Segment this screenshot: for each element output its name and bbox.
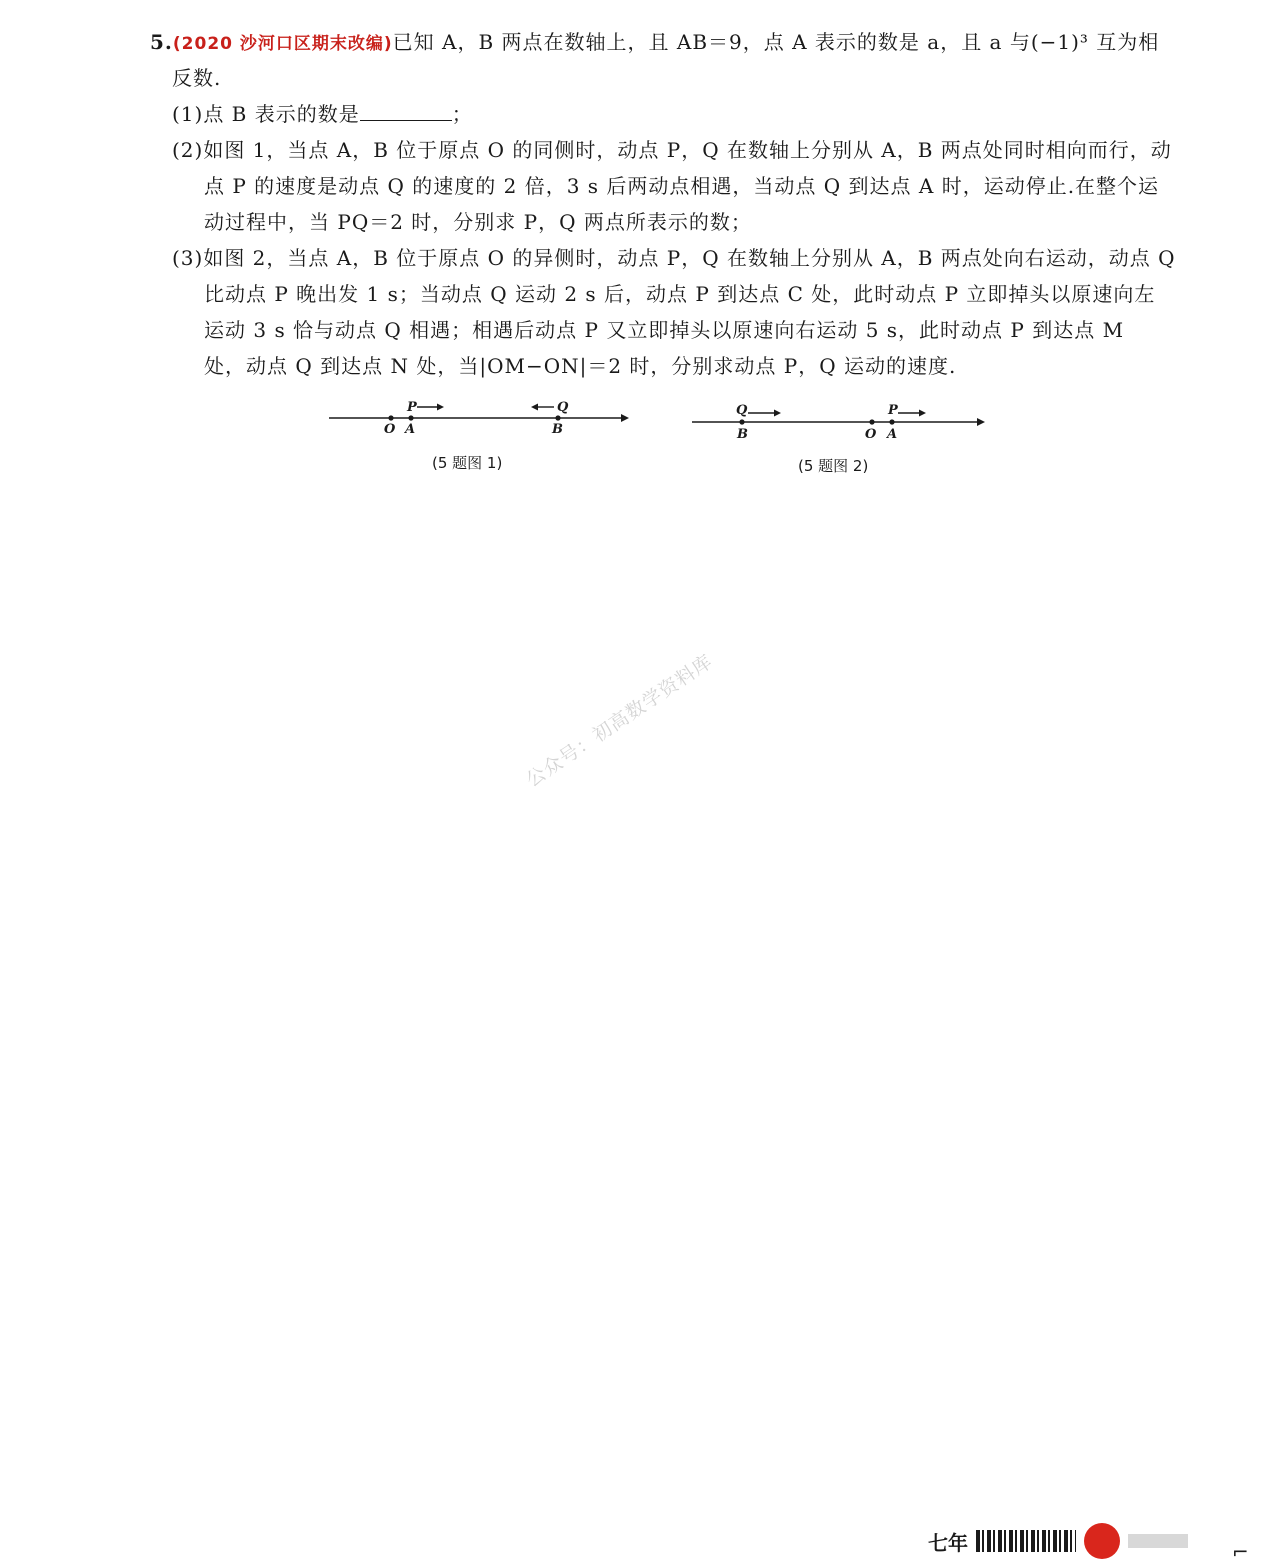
axis-arrow-icon [621,414,629,422]
figure-1-caption: (5 题图 1) [432,454,503,472]
footer-gray-strip [1128,1534,1188,1548]
figure-2-caption: (5 题图 2) [798,457,869,475]
watermark: 公众号：初高数学资料库 [522,650,717,792]
part-2-line-2: 点 P 的速度是动点 Q 的速度的 2 倍，3 s 后两动点相遇，当动点 Q 到达点 A 时，运动停止.在整个运 [204,174,1160,198]
corner-bracket-icon: ⌐ [1232,1540,1249,1564]
point-B [739,419,744,424]
part-2-line-1: (2)如图 1，当点 A，B 位于原点 O 的同侧时，动点 P，Q 在数轴上分别从 A，B 两点处同时相向而行，动 [172,138,1172,162]
footer-text: 七年 [928,1530,968,1555]
problem-stem-text: 已知 A，B 两点在数轴上，且 AB＝9，点 A 表示的数是 a，且 a 与(−1)³ 互为相 [392,30,1160,54]
p-right-arrow-icon [437,404,444,411]
problem-5 [150,24,1180,384]
figure-2-number-line [688,400,993,446]
page-footer [928,1524,1188,1558]
label-O: O [384,422,396,437]
label-P: P [407,400,417,415]
part-2-line-3: 动过程中，当 PQ＝2 时，分别求 P，Q 两点所表示的数； [204,210,752,234]
point-A [408,415,413,420]
label-B: B [552,422,563,437]
problem-stem-line-1 [150,24,1180,60]
label-Q: Q [736,403,748,418]
label-O: O [865,427,877,442]
part-3-line-2: 比动点 P 晚出发 1 s；当动点 Q 运动 2 s 后，动点 P 到达点 C 处，此时动点 P 立即掉头以原速向左 [204,282,1156,306]
label-B: B [737,427,748,442]
label-A: A [405,422,416,437]
footer-barcode-icon [976,1530,1076,1552]
point-A [889,419,894,424]
label-Q: Q [557,400,569,415]
part-1-suffix: ； [451,102,473,126]
q-left-arrow-icon [531,404,538,411]
footer-red-seal-icon [1084,1523,1120,1559]
part-3-line-1: (3)如图 2，当点 A，B 位于原点 O 的异侧时，动点 P，Q 在数轴上分别从 A，B 两点处向右运动，动点 Q [172,246,1176,270]
point-B [555,415,560,420]
axis-arrow-icon [977,418,985,426]
part-1-prefix: (1)点 B 表示的数是 [172,102,360,126]
answer-blank[interactable] [360,98,452,121]
figure-1-number-line [325,396,630,442]
point-O [388,415,393,420]
part-1 [150,96,1180,132]
label-A: A [887,427,898,442]
label-P: P [888,403,898,418]
problem-source: (2020 沙河口区期末改编) [172,34,393,54]
part-3-line-4: 处，动点 Q 到达点 N 处，当|OM−ON|＝2 时，分别求动点 P，Q 运动的速度. [204,354,957,378]
q-right-arrow-icon [774,410,781,417]
part-3-line-3: 运动 3 s 恰与动点 Q 相遇；相遇后动点 P 又立即掉头以原速向右运动 5 s，此时动点 P 到达点 M [204,318,1125,342]
p-right-arrow-icon [919,410,926,417]
problem-number: 5. [150,30,173,54]
problem-stem-line-2: 反数. [172,66,222,90]
point-O [869,419,874,424]
